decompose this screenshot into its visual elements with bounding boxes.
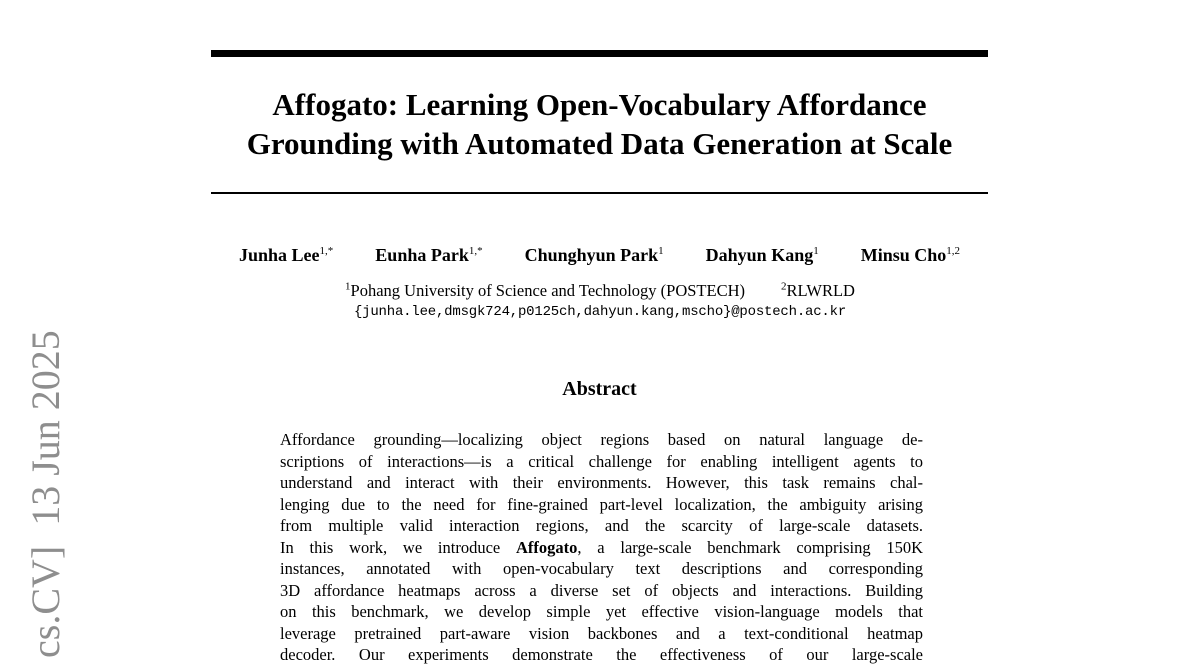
abstract-line: Affordance grounding—localizing object regions based on natural language de- xyxy=(280,430,923,449)
title-rule-bottom xyxy=(211,192,988,194)
author-list xyxy=(151,245,1048,266)
affiliation-postech xyxy=(345,281,745,301)
author-chunghyun-park xyxy=(525,245,664,266)
author-name: Chunghyun Park xyxy=(524,245,659,265)
abstract-line: on this benchmark, we develop simple yet effective vision-language models that xyxy=(280,602,923,621)
arxiv-watermark: cs.CV] 13 Jun 2025 xyxy=(23,330,68,658)
affiliation-line xyxy=(0,281,1200,301)
author-superscript: 1 xyxy=(658,245,664,257)
author-dahyun-kang xyxy=(706,245,819,266)
abstract-line: scriptions of interactions—is a critical challenge for enabling intelligent agents to xyxy=(280,451,923,471)
affiliation-superscript: 2 xyxy=(781,280,787,293)
author-superscript: 1,* xyxy=(319,245,334,257)
abstract-line: instances, annotated with open-vocabulary text descriptions and corresponding xyxy=(280,559,923,578)
abstract-line-pre: In this work, we introduce xyxy=(280,537,516,557)
abstract-line: understand and interact with their environments. However, this task remains chal- xyxy=(280,473,923,492)
author-name: Junha Lee xyxy=(239,245,320,265)
author-name: Eunha Park xyxy=(375,245,469,265)
author-name: Dahyun Kang xyxy=(705,245,814,265)
abstract-line: lenging due to the need for fine-grained part-level localization, the ambiguity arising xyxy=(280,494,923,514)
author-eunha-park xyxy=(375,245,482,266)
author-name: Minsu Cho xyxy=(860,245,947,265)
email-line: {junha.lee,dmsgk724,p0125ch,dahyun.kang,mscho}@postech.ac.kr xyxy=(353,304,847,320)
affiliation-rlwrld xyxy=(781,281,855,301)
author-junha-lee xyxy=(239,245,333,266)
author-superscript: 1 xyxy=(813,245,819,257)
affiliation-name: Pohang University of Science and Technology (POSTECH) xyxy=(350,281,746,300)
title-rule-top xyxy=(211,50,988,57)
abstract-body xyxy=(280,429,923,666)
abstract-line: 3D affordance heatmaps across a diverse set of objects and interactions. Building xyxy=(280,580,923,600)
abstract-line-clipped: decoder. Our experiments demonstrate the effectiveness of our large-scale xyxy=(280,645,923,664)
paper-title-line-2: Grounding with Automated Data Generation at Scale xyxy=(246,126,953,161)
paper-title-line-1: Affogato: Learning Open-Vocabulary Affordance xyxy=(272,87,927,122)
affiliation-name: RLWRLD xyxy=(786,281,855,300)
author-superscript: 1,2 xyxy=(946,245,960,257)
abstract-line-with-bold xyxy=(280,537,923,559)
author-superscript: 1,* xyxy=(468,245,483,257)
abstract-heading: Abstract xyxy=(562,378,637,400)
paper-title xyxy=(211,85,988,163)
abstract-line: from multiple valid interaction regions, and the scarcity of large-scale datasets. xyxy=(280,516,923,535)
dataset-name-bold: Affogato xyxy=(515,537,578,557)
affiliation-superscript: 1 xyxy=(345,280,351,293)
abstract-line: leverage pretrained part-aware vision backbones and a text-conditional heatmap xyxy=(280,623,923,643)
author-minsu-cho xyxy=(861,245,960,266)
abstract-line-post: , a large-scale benchmark comprising 150K xyxy=(577,537,923,557)
